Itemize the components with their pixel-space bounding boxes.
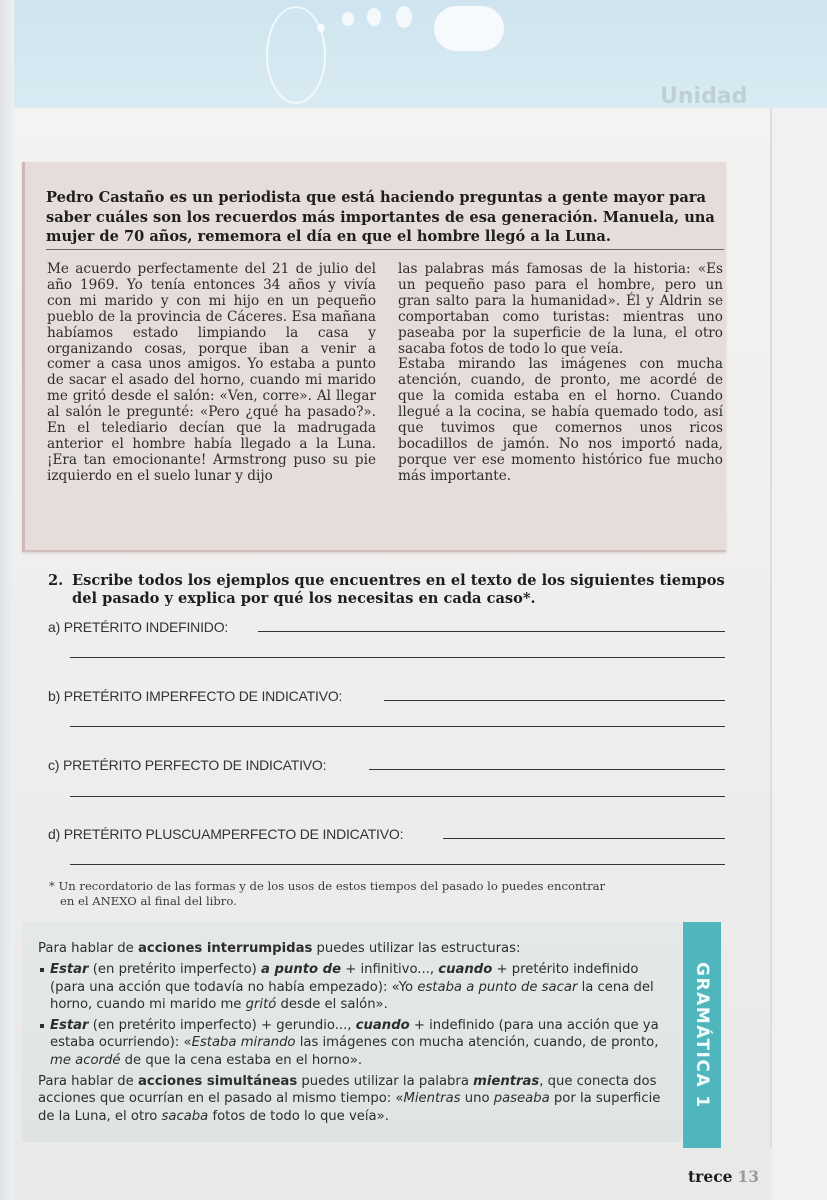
grammar-section-label: GRAMÁTICA 1: [692, 961, 712, 1109]
footnote: [49, 879, 689, 908]
reading-column-left: [47, 262, 376, 485]
globe-icon: [266, 6, 326, 104]
page-number-digit: 13: [737, 1167, 760, 1186]
reading-paragraph: Me acuerdo perfectamente del 21 de julio del año 1969. Yo tenía entonces 34 años y vivía con mi marido y con mi hijo en un pequeño pueblo de la provincia de Cáceres. Esa mañana habíamos estado limpiando la casa y organizando cosas, porque iban a venir a comer a casa unos amigos. Yo estaba a punto de sacar el asado del horno, cuando mi marido me gritó desde el salón: «Ven, corre». Al llegar al salón le pregunté: «Pero ¿qué ha pasado?». En el telediario decían que la madrugada anterior el hombre había llegado a la Luna. ¡Era tan emocionante! Armstrong puso su pie izquierdo en el suelo lunar y dijo: [47, 261, 376, 484]
answer-label-a: a) PRETÉRITO INDEFINIDO:: [48, 619, 229, 635]
reading-paragraph: Estaba mirando las imágenes con mucha atención, cuando, de pronto, me acordé de que la comida estaba en el horno. Cuando llegué a la cocina, se había quemado todo, así que tuvimos que comernos unos ricos bocadillos de jamón. No nos importó nada, porque ver ese momento histórico fue mucho más importante.: [398, 356, 723, 484]
footnote-line: en el ANEXO al final del libro.: [60, 893, 237, 908]
reading-column-right: [398, 262, 723, 485]
thought-cloud-icon: [434, 6, 504, 51]
bullet-icon: [40, 968, 44, 972]
answer-field-d-line1[interactable]: [443, 838, 725, 839]
answer-label-b: b) PRETÉRITO IMPERFECTO DE INDICATIVO:: [48, 688, 343, 704]
grammar-bullet-gerundio: Estar (en pretérito imperfecto) + gerundio..., cuando + indefinido (para una acción que ya estaba ocurriendo): «Estaba mirando las imágenes con mucha atención, cuando, de pronto, me acordé de que la cena estaba en el horno».: [38, 1017, 674, 1069]
reading-intro: Pedro Castaño es un periodista que está haciendo preguntas a gente mayor para saber cuáles son los recuerdos más importantes de esa generación. Manuela, una mujer de 70 años, rememora el día en que el hombre llegó a la Luna.: [46, 189, 715, 245]
answer-field-c-line2[interactable]: [70, 796, 725, 797]
grammar-simultaneous: Para hablar de acciones simultáneas puedes utilizar la palabra mientras, que conecta dos acciones que ocurrían en el pasado al mismo tiempo: «Mientras uno paseaba por la superficie de la Luna, el otro sacaba fotos de todo lo que veía».: [38, 1074, 661, 1124]
answer-field-a-line1[interactable]: [258, 631, 725, 632]
grammar-bullet-a-punto-de: Estar (en pretérito imperfecto) a punto de + infinitivo..., cuando + pretérito indefinido (para una acción que todavía no había empezado): «Yo estaba a punto de sacar la cena del horno, cuando mi marido me gritó desde el salón».: [38, 961, 674, 1013]
answer-field-c-line1[interactable]: [369, 769, 725, 770]
right-margin: [772, 108, 827, 1200]
page-edge: [0, 0, 14, 1200]
answer-label-c: c) PRETÉRITO PERFECTO DE INDICATIVO:: [48, 757, 327, 773]
grammar-content: [38, 940, 674, 1125]
answer-label-d: d) PRETÉRITO PLUSCUAMPERFECTO DE INDICATIVO:: [48, 826, 404, 842]
exercise-heading: [50, 572, 730, 608]
page-number-word: trece: [688, 1167, 733, 1186]
unit-label: Unidad: [660, 84, 748, 109]
dot-icon: [317, 24, 325, 32]
grammar-intro-interrupted: Para hablar de acciones interrumpidas puedes utilizar las estructuras:: [38, 941, 521, 956]
footnote-line: * Un recordatorio de las formas y de los usos de estos tiempos del pasado lo puedes encontrar: [49, 879, 606, 893]
answer-field-b-line2[interactable]: [70, 726, 725, 727]
answer-field-b-line1[interactable]: [384, 700, 725, 701]
bullet-icon: [40, 1024, 44, 1028]
dot-icon: [367, 8, 381, 26]
dot-icon: [342, 12, 354, 26]
exercise-number: 2.: [48, 572, 64, 589]
dot-icon: [396, 6, 412, 28]
exercise-instruction: Escribe todos los ejemplos que encuentres en el texto de los siguientes tiempos del pasado y explica por qué los necesitas en cada caso*.: [72, 572, 725, 607]
intro-divider: [46, 249, 724, 250]
reading-paragraph: las palabras más famosas de la historia: «Es un pequeño paso para el hombre, pero un gran salto para la humanidad». Él y Aldrin se comportaban como turistas: mientras uno paseaba por la superficie de la luna, el otro sacaba fotos de todo lo que veía.: [398, 261, 723, 357]
answer-field-d-line2[interactable]: [70, 864, 725, 865]
answer-field-a-line2[interactable]: [70, 657, 725, 658]
page-number: [688, 1167, 759, 1186]
